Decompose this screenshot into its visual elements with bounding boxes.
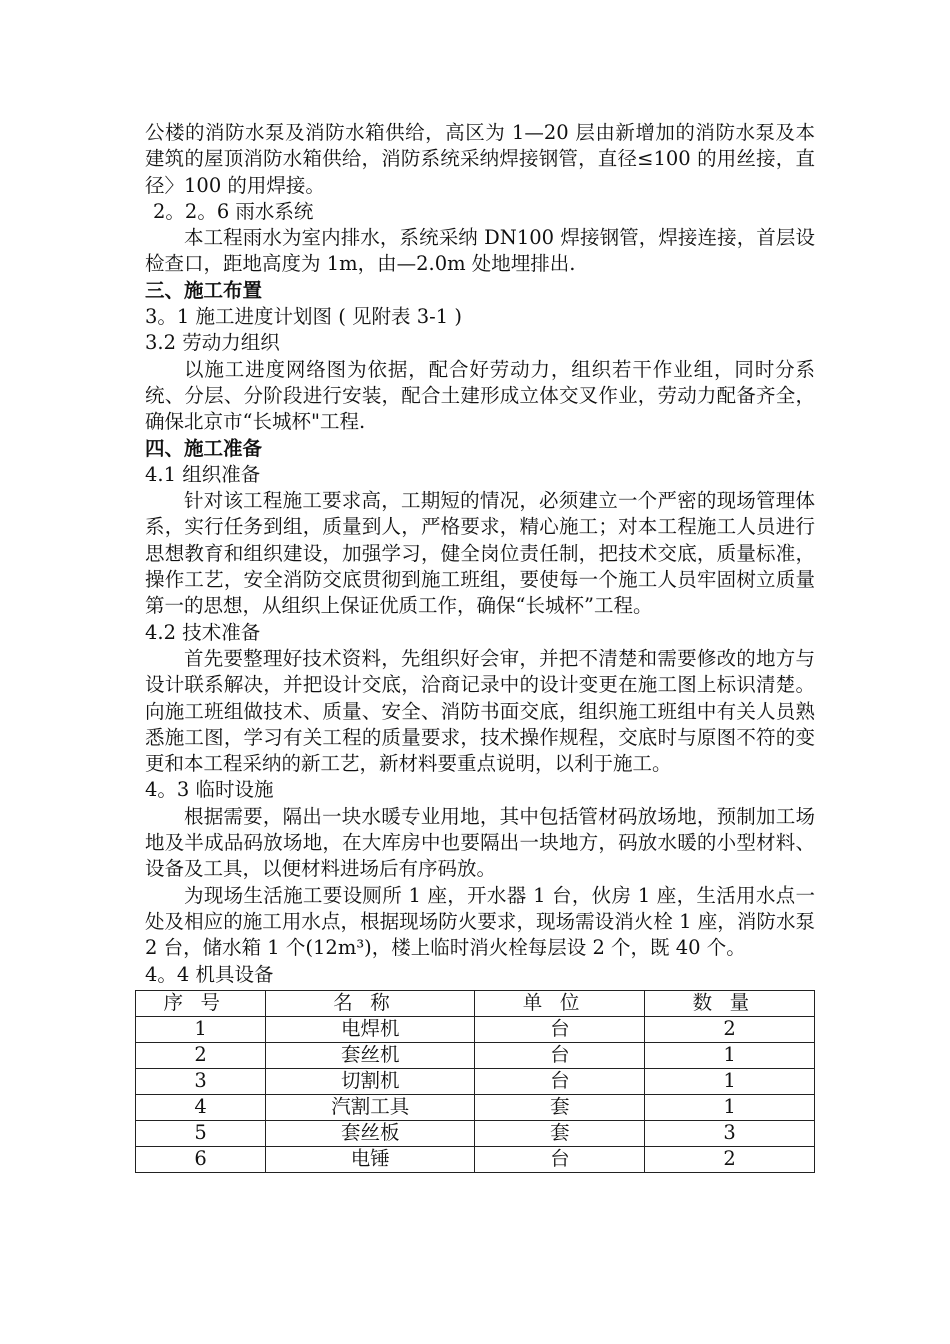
table-cell: 4 bbox=[136, 1094, 266, 1120]
table-row bbox=[136, 1094, 815, 1120]
header-cell-name: 名称 bbox=[266, 990, 475, 1016]
header-cell-unit: 单位 bbox=[475, 990, 645, 1016]
table-cell: 电锤 bbox=[266, 1146, 475, 1172]
table-cell: 套丝板 bbox=[266, 1120, 475, 1146]
table-row bbox=[136, 1016, 815, 1042]
header-cell-number: 序号 bbox=[136, 990, 266, 1016]
table-cell: 汽割工具 bbox=[266, 1094, 475, 1120]
subsection-heading: 2。2。6 雨水系统 bbox=[153, 199, 314, 223]
section-heading: 三、施工布置 bbox=[145, 278, 263, 302]
table-cell: 电焊机 bbox=[266, 1016, 475, 1042]
equipment-table bbox=[135, 990, 815, 1173]
table-cell: 台 bbox=[475, 1042, 645, 1068]
paragraph: 本工程雨水为室内排水，系统采纳 DN100 焊接钢管，焊接连接，首层设检查口，距地高度为 1m，由—2.0m 处地埋排出. bbox=[145, 226, 815, 276]
table-cell: 2 bbox=[136, 1042, 266, 1068]
paragraph: 以施工进度网络图为依据，配合好劳动力，组织若干作业组，同时分系统、分层、分阶段进行安装，配合土建形成立体交叉作业，劳动力配备齐全，确保北京市“长城杯"工程. bbox=[145, 357, 815, 434]
table-cell: 1 bbox=[645, 1068, 815, 1094]
table-row bbox=[136, 1146, 815, 1172]
table-cell: 套 bbox=[475, 1120, 645, 1146]
document-body bbox=[145, 120, 815, 1173]
subsection-heading: 3。1 施工进度计划图 ( 见附表 3-1 ) bbox=[145, 305, 462, 329]
table-cell: 5 bbox=[136, 1120, 266, 1146]
table-cell: 3 bbox=[136, 1068, 266, 1094]
table-cell: 6 bbox=[136, 1146, 266, 1172]
table-cell: 套丝机 bbox=[266, 1042, 475, 1068]
table-cell: 台 bbox=[475, 1146, 645, 1172]
table-cell: 1 bbox=[136, 1016, 266, 1042]
paragraph: 公楼的消防水泵及消防水箱供给，高区为 1—20 层由新增加的消防水泵及本建筑的屋顶消防水箱供给，消防系统采纳焊接钢管，直径≤100 的用丝接，直径〉100 的用焊接。 bbox=[145, 121, 815, 197]
subsection-heading: 4.2 技术准备 bbox=[145, 620, 261, 644]
table-cell: 套 bbox=[475, 1094, 645, 1120]
table-cell: 切割机 bbox=[266, 1068, 475, 1094]
table-cell: 1 bbox=[645, 1042, 815, 1068]
paragraph: 根据需要，隔出一块水暖专业用地，其中包括管材码放场地，预制加工场地及半成品码放场地，在大库房中也要隔出一块地方，码放水暖的小型材料、设备及工具，以便材料进场后有序码放。 bbox=[145, 804, 815, 881]
paragraph: 首先要整理好技术资料，先组织好会审，并把不清楚和需要修改的地方与设计联系解决，并把设计交底，洽商记录中的设计变更在施工图上标识清楚。向施工班组做技术、质量、安全、消防书面交底，组织施工班组中有关人员熟悉施工图，学习有关工程的质量要求，技术操作规程，交底时与原图不符的变更和本工程采纳的新工艺，新材料要重点说明，以利于施工。 bbox=[145, 646, 815, 776]
table-cell: 台 bbox=[475, 1068, 645, 1094]
table-row bbox=[136, 1120, 815, 1146]
table-header-row bbox=[136, 990, 815, 1016]
table-row bbox=[136, 1042, 815, 1068]
table-row bbox=[136, 1068, 815, 1094]
table-cell: 2 bbox=[645, 1146, 815, 1172]
table-cell: 1 bbox=[645, 1094, 815, 1120]
subsection-heading: 3.2 劳动力组织 bbox=[145, 331, 280, 355]
subsection-heading: 4。3 临时设施 bbox=[145, 778, 274, 802]
section-heading: 四、施工准备 bbox=[145, 436, 263, 460]
subsection-heading: 4.1 组织准备 bbox=[145, 462, 261, 486]
table-cell: 3 bbox=[645, 1120, 815, 1146]
paragraph: 针对该工程施工要求高，工期短的情况，必须建立一个严密的现场管理体系，实行任务到组，质量到人，严格要求，精心施工；对本工程施工人员进行思想教育和组织建设，加强学习，健全岗位责任制，把技术交底，质量标准，操作工艺，安全消防交底贯彻到施工班组，要使每一个施工人员牢固树立质量第一的思想，从组织上保证优质工作，确保“长城杯”工程。 bbox=[145, 489, 815, 618]
paragraph: 为现场生活施工要设厕所 1 座，开水器 1 台，伙房 1 座，生活用水点一处及相应的施工用水点，根据现场防火要求，现场需设消火栓 1 座，消防水泵 2 台，储水箱 1 个(12m³)，楼上临时消火栓每层设 2 个，既 40 个。 bbox=[145, 883, 815, 960]
subsection-heading: 4。4 机具设备 bbox=[145, 962, 274, 986]
table-cell: 台 bbox=[475, 1016, 645, 1042]
table-cell: 2 bbox=[645, 1016, 815, 1042]
header-cell-quantity: 数量 bbox=[645, 990, 815, 1016]
